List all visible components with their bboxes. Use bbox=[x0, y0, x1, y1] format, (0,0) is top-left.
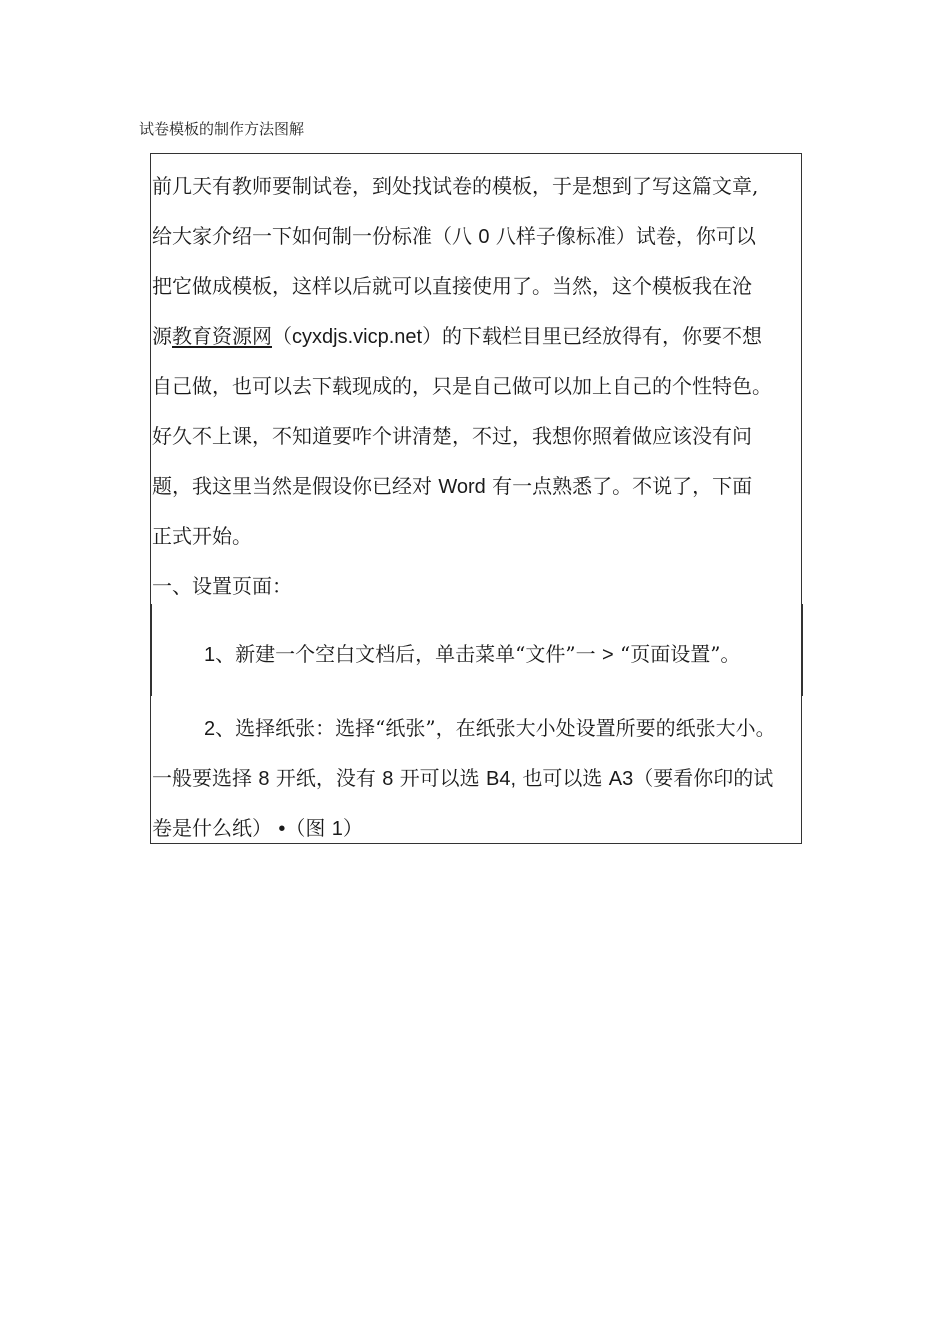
intro-line-1: 前几天有教师要制试卷，到处找试卷的模板，于是想到了写这篇文章, bbox=[152, 174, 759, 198]
text-span: 题，我这里当然是假设你已经对 bbox=[152, 474, 432, 498]
resource-site-link[interactable]: 教育资源网 bbox=[172, 324, 272, 348]
text-span: 有一点熟悉了。不说了，下面 bbox=[492, 474, 753, 498]
row-divider-right bbox=[801, 604, 803, 696]
number-span: 8 bbox=[258, 768, 270, 790]
section-heading: 一、设置页面： bbox=[152, 574, 292, 598]
text-span: 也可以选 bbox=[522, 766, 603, 790]
paper-size-a3: A3 bbox=[608, 768, 634, 790]
intro-line-2 bbox=[152, 222, 756, 251]
step-1 bbox=[204, 640, 740, 669]
text-span: （图 bbox=[285, 816, 326, 840]
step-2-line-3 bbox=[152, 814, 363, 843]
text-span: ） bbox=[342, 816, 363, 840]
text-span: 一般要选择 bbox=[152, 766, 252, 790]
paper-size-b4: B4, bbox=[486, 768, 517, 790]
text-span: “页面设置”。 bbox=[619, 642, 741, 666]
intro-line-7 bbox=[152, 472, 752, 501]
arrow-glyph: > bbox=[601, 644, 614, 666]
text-span: 开可以选 bbox=[399, 766, 480, 790]
intro-line-5: 自己做，也可以去下载现成的，只是自己做可以加上自己的个性特色。 bbox=[152, 374, 772, 398]
row-divider-left bbox=[150, 604, 152, 696]
intro-line-6: 好久不上课，不知道要咋个讲清楚，不过，我想你照着做应该没有问 bbox=[152, 424, 752, 448]
number-span: 8 bbox=[382, 768, 394, 790]
text-span: 给大家介绍一下如何制一份标准（八 bbox=[152, 224, 472, 248]
text-span: ）的下载栏目里已经放得有，你要不想 bbox=[422, 324, 763, 348]
document-title: 试卷模板的制作方法图解 bbox=[139, 120, 305, 138]
bullet-glyph: • bbox=[278, 818, 286, 840]
word-app-name: Word bbox=[438, 476, 486, 498]
text-span: （ bbox=[272, 324, 292, 348]
site-url: cyxdjs.vicp.net bbox=[292, 326, 423, 348]
step-number: 1 bbox=[204, 644, 216, 666]
step-2-line-2 bbox=[152, 764, 773, 793]
intro-line-4 bbox=[152, 322, 762, 351]
text-span: 卷是什么纸） bbox=[152, 816, 272, 840]
text-span: 、选择纸张：选择“纸张”，在纸张大小处设置所要的纸张大小。 bbox=[215, 716, 776, 740]
intro-line-8: 正式开始。 bbox=[152, 524, 252, 548]
text-span: （要看你印的试 bbox=[633, 766, 774, 790]
text-span: 、新建一个空白文档后，单击菜单“文件”一 bbox=[215, 642, 596, 666]
figure-number: 1 bbox=[331, 818, 343, 840]
text-span: 八样子像标准）试卷，你可以 bbox=[495, 224, 756, 248]
number-span: 0 bbox=[478, 226, 490, 248]
text-span: 开纸，没有 bbox=[275, 766, 376, 790]
text-span: 源 bbox=[152, 324, 172, 348]
intro-line-3: 把它做成模板，这样以后就可以直接使用了。当然，这个模板我在沧 bbox=[152, 274, 752, 298]
step-number: 2 bbox=[204, 718, 216, 740]
step-2-line-1 bbox=[204, 714, 776, 743]
